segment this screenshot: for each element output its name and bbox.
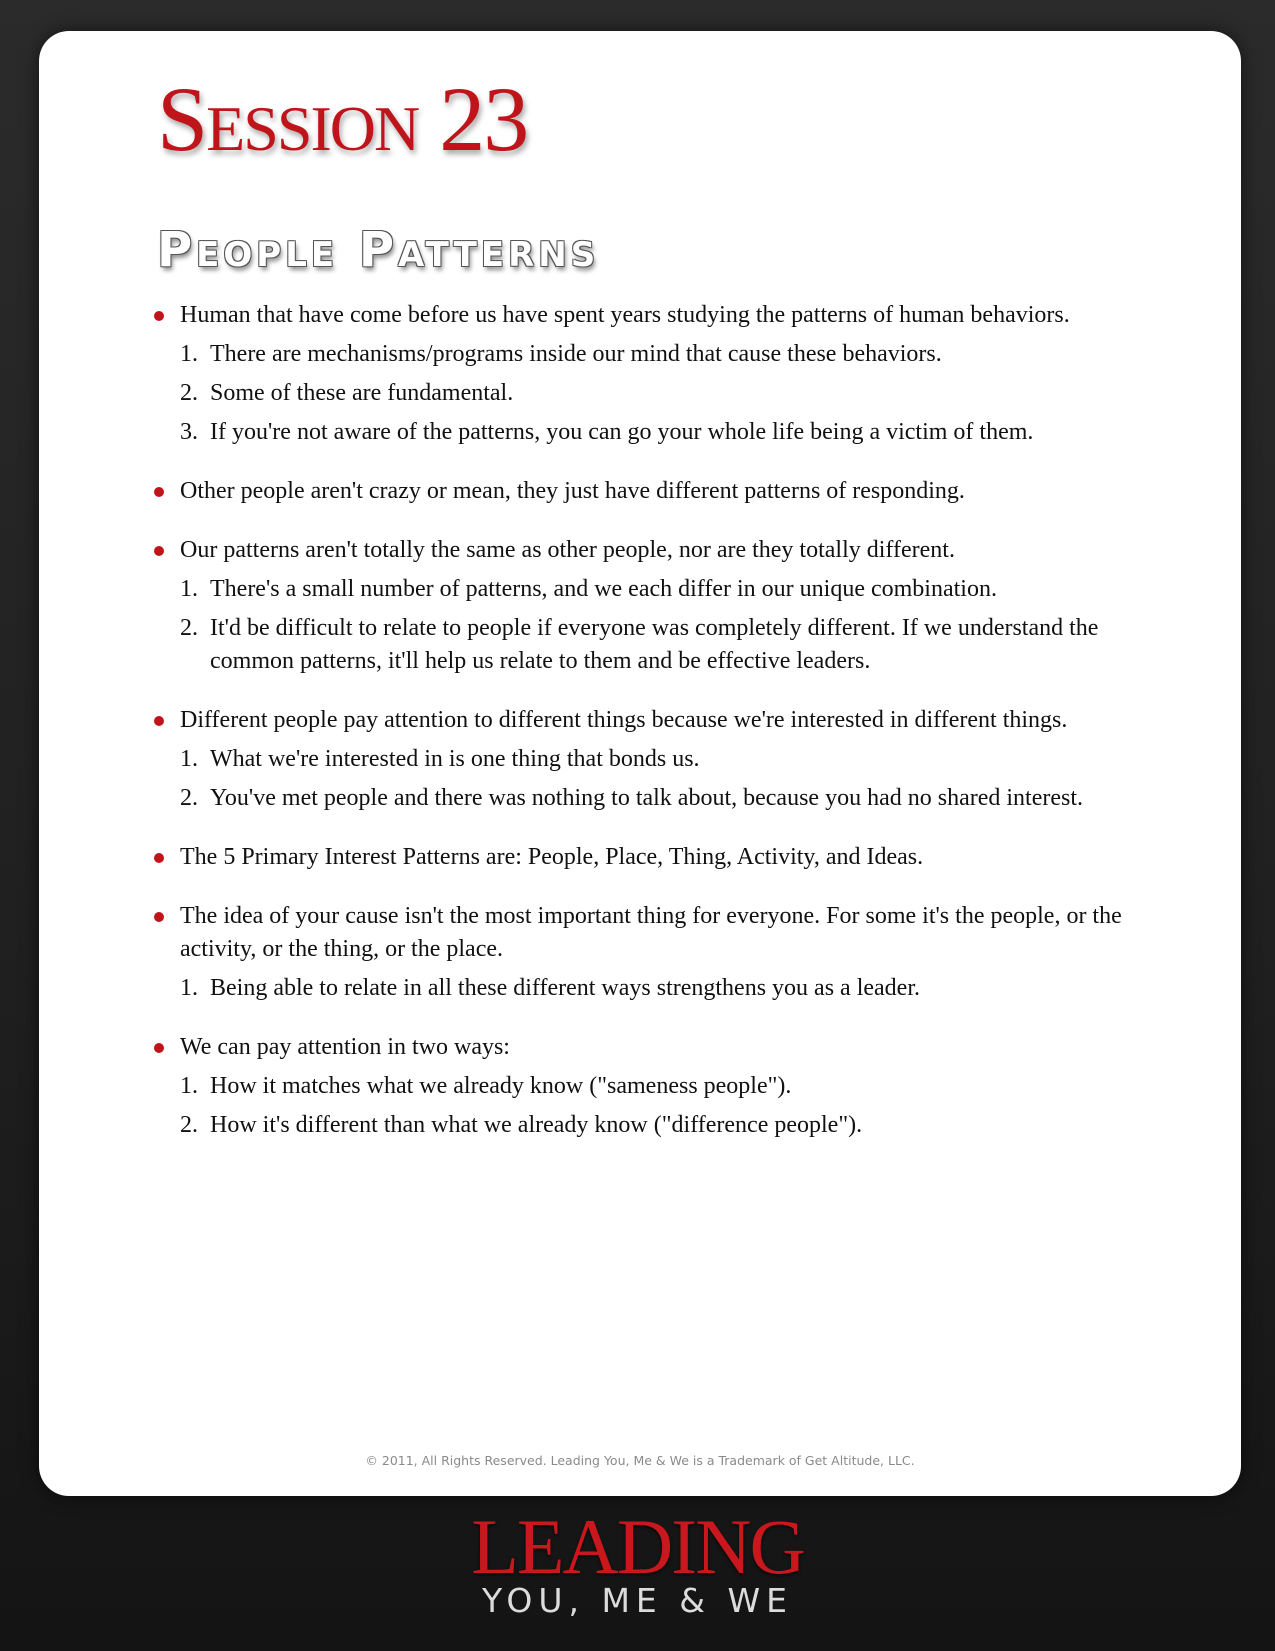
sub-item — [180, 1070, 1171, 1103]
sub-item — [180, 416, 1171, 449]
sub-item-text: You've met people and there was nothing to talk about, because you had no shared interest. — [210, 785, 1083, 811]
bullet-text: Other people aren't crazy or mean, they just have different patterns of responding. — [180, 478, 965, 504]
bullet-6 — [151, 900, 1171, 1005]
sub-item-text: Some of these are fundamental. — [210, 380, 514, 406]
bullet-5 — [151, 841, 1171, 874]
sub-item-text: Being able to relate in all these different ways strengthens you as a leader. — [210, 975, 920, 1001]
bullet-dot-icon — [154, 546, 164, 556]
sub-list — [180, 743, 1171, 815]
sub-item-number: 1. — [180, 576, 198, 602]
sub-item — [180, 782, 1171, 815]
copyright-footer: © 2011, All Rights Reserved. Leading You, Me & We is a Trademark of Get Altitude, LLC. — [365, 1453, 915, 1468]
bullet-dot-icon — [154, 1043, 164, 1053]
sub-item-number: 1. — [180, 746, 198, 772]
sub-list — [180, 972, 1171, 1005]
sub-item-text: It'd be difficult to relate to people if everyone was completely different. If we understand the common patterns, it'll help us relate to them and be effective leaders. — [210, 615, 1099, 674]
sub-item-text: How it matches what we already know ("sameness people"). — [210, 1073, 792, 1099]
sub-item-number: 2. — [180, 785, 198, 811]
sub-item-number: 2. — [180, 1112, 198, 1138]
bullet-text: Our patterns aren't totally the same as other people, nor are they totally different. — [180, 537, 955, 563]
logo-sub-text: YOU, ME & WE — [482, 1581, 793, 1620]
bullet-dot-icon — [154, 853, 164, 863]
sub-item — [180, 377, 1171, 410]
bullet-dot-icon — [154, 912, 164, 922]
bullet-text: The 5 Primary Interest Patterns are: People, Place, Thing, Activity, and Ideas. — [180, 844, 924, 870]
bullet-3 — [151, 534, 1171, 678]
sub-item — [180, 612, 1171, 678]
sub-item — [180, 573, 1171, 606]
sub-list — [180, 1070, 1171, 1142]
sub-list — [180, 573, 1171, 678]
session-title — [157, 68, 528, 170]
session-title-text: Session 23 — [157, 68, 528, 170]
bullet-dot-icon — [154, 311, 164, 321]
bullet-dot-icon — [154, 716, 164, 726]
sub-item-number: 1. — [180, 975, 198, 1001]
sub-item-text: If you're not aware of the patterns, you can go your whole life being a victim of them. — [210, 419, 1034, 445]
sub-item — [180, 743, 1171, 776]
bullet-dot-icon — [154, 487, 164, 497]
sub-item-number: 1. — [180, 341, 198, 367]
brand-logo — [0, 1503, 1275, 1620]
sub-list — [180, 338, 1171, 449]
bullet-1 — [151, 299, 1171, 449]
sub-item-number: 2. — [180, 380, 198, 406]
bullet-text: Different people pay attention to different things because we're interested in different things. — [180, 707, 1068, 733]
sub-item — [180, 1109, 1171, 1142]
notes-list — [151, 299, 1171, 1168]
sub-item-number: 2. — [180, 615, 198, 641]
logo-main-text: LEADING — [471, 1503, 804, 1590]
sub-item-text: What we're interested in is one thing that bonds us. — [210, 746, 700, 772]
sub-item — [180, 972, 1171, 1005]
bullet-2 — [151, 475, 1171, 508]
sub-item-number: 1. — [180, 1073, 198, 1099]
bullet-4 — [151, 704, 1171, 815]
sub-item-text: How it's different than what we already know ("difference people"). — [210, 1112, 863, 1138]
sub-item-number: 3. — [180, 419, 198, 445]
bullet-text: Human that have come before us have spent years studying the patterns of human behaviors. — [180, 302, 1070, 328]
page-subtitle: People Patterns — [157, 222, 600, 278]
document-page — [39, 31, 1241, 1496]
bullet-7 — [151, 1031, 1171, 1142]
bullet-text: We can pay attention in two ways: — [180, 1034, 510, 1060]
sub-item — [180, 338, 1171, 371]
sub-item-text: There's a small number of patterns, and we each differ in our unique combination. — [210, 576, 997, 602]
sub-item-text: There are mechanisms/programs inside our mind that cause these behaviors. — [210, 341, 942, 367]
bullet-text: The idea of your cause isn't the most important thing for everyone. For some it's the people, or the activity, or the thing, or the place. — [180, 903, 1122, 962]
